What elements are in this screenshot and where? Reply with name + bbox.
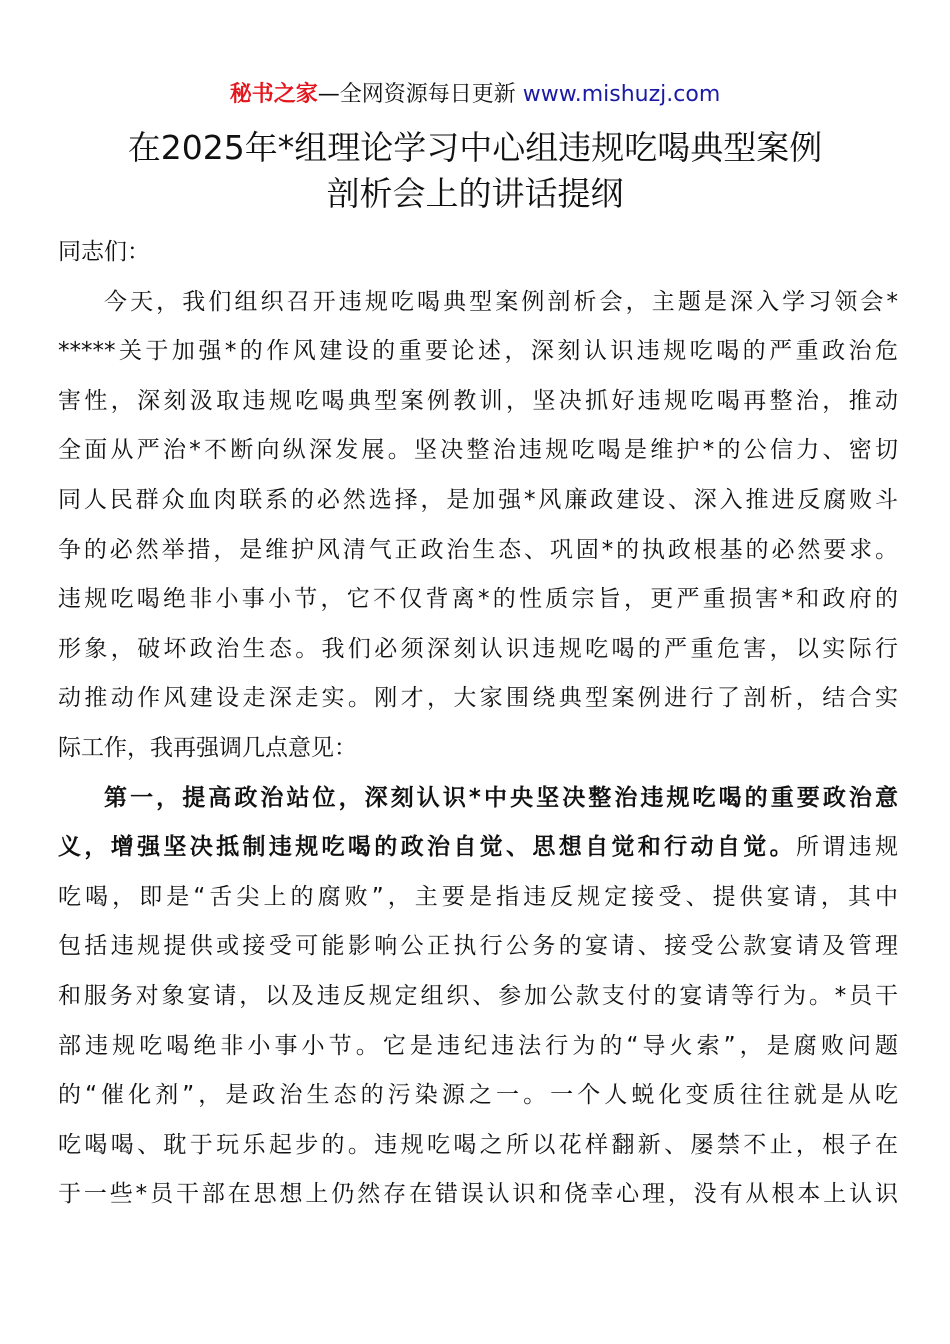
site-banner <box>0 80 950 110</box>
salutation: 同志们： <box>58 239 150 265</box>
para1-line: 形象，破坏政治生态。我们必须深刻认识违规吃喝的严重危害，以实际行 <box>58 635 898 662</box>
para2-line <box>58 823 898 873</box>
para2-line: 部违规吃喝绝非小事小节。它是违纪违法行为的“导火索”，是腐败问题 <box>58 1032 898 1059</box>
para2-heading-text: 义，增强坚决抵制违规吃喝的政治自觉、思想自觉和行动自觉。 <box>58 834 796 861</box>
para2-heading-line <box>58 774 898 824</box>
document-body <box>58 228 898 1220</box>
para2-heading-text: 第一，提高政治站位，深刻认识*中央坚决整治违规吃喝的重要政治意 <box>104 784 898 811</box>
para2-text: 所谓违规 <box>795 834 898 861</box>
para1-line: 同人民群众血肉联系的必然选择，是加强*风廉政建设、深入推进反腐败斗 <box>58 486 898 513</box>
para1-line: *****关于加强*的作风建设的重要论述，深刻认识违规吃喝的严重政治危 <box>58 338 898 365</box>
brand-name: 秘书之家 <box>229 82 318 107</box>
para2-line: 和服务对象宴请，以及违反规定组织、参加公款支付的宴请等行为。*员干 <box>58 982 898 1009</box>
para2-line: 包括违规提供或接受可能影响公正执行公务的宴请、接受公款宴请及管理 <box>58 933 898 960</box>
para1-line: 动推动作风建设走深走实。刚才，大家围绕典型案例进行了剖析，结合实 <box>58 685 898 712</box>
para2-line: 吃喝喝、耽于玩乐起步的。违规吃喝之所以花样翻新、屡禁不止，根子在 <box>58 1131 898 1158</box>
document-title-line-2: 剖析会上的讲话提纲 <box>326 174 624 213</box>
site-url-link[interactable]: www.mishuzj.com <box>522 82 721 107</box>
banner-tagline: —全网资源每日更新 <box>317 82 516 107</box>
para2-line: 于一些*员干部在思想上仍然存在错误认识和侥幸心理，没有从根本上认识 <box>58 1181 898 1208</box>
para1-line: 争的必然举措，是维护风清气正政治生态、巩固*的执政根基的必然要求。 <box>58 536 898 563</box>
para2-line: 的“催化剂”，是政治生态的污染源之一。一个人蜕化变质往往就是从吃 <box>58 1082 898 1109</box>
para1-line: 害性，深刻汲取违规吃喝典型案例教训，坚决抓好违规吃喝再整治，推动 <box>58 387 898 414</box>
para1-line: 全面从严治*不断向纵深发展。坚决整治违规吃喝是维护*的公信力、密切 <box>58 437 898 464</box>
para1-line: 今天，我们组织召开违规吃喝典型案例剖析会，主题是深入学习领会* <box>104 288 898 315</box>
para2-line: 吃喝，即是“舌尖上的腐败”，主要是指违反规定接受、提供宴请，其中 <box>58 883 898 910</box>
para1-line: 际工作，我再强调几点意见： <box>58 734 357 761</box>
document-title-line-1: 在2025年*组理论学习中心组违规吃喝典型案例 <box>127 128 823 167</box>
para1-line: 违规吃喝绝非小事小节，它不仅背离*的性质宗旨，更严重损害*和政府的 <box>58 586 898 613</box>
